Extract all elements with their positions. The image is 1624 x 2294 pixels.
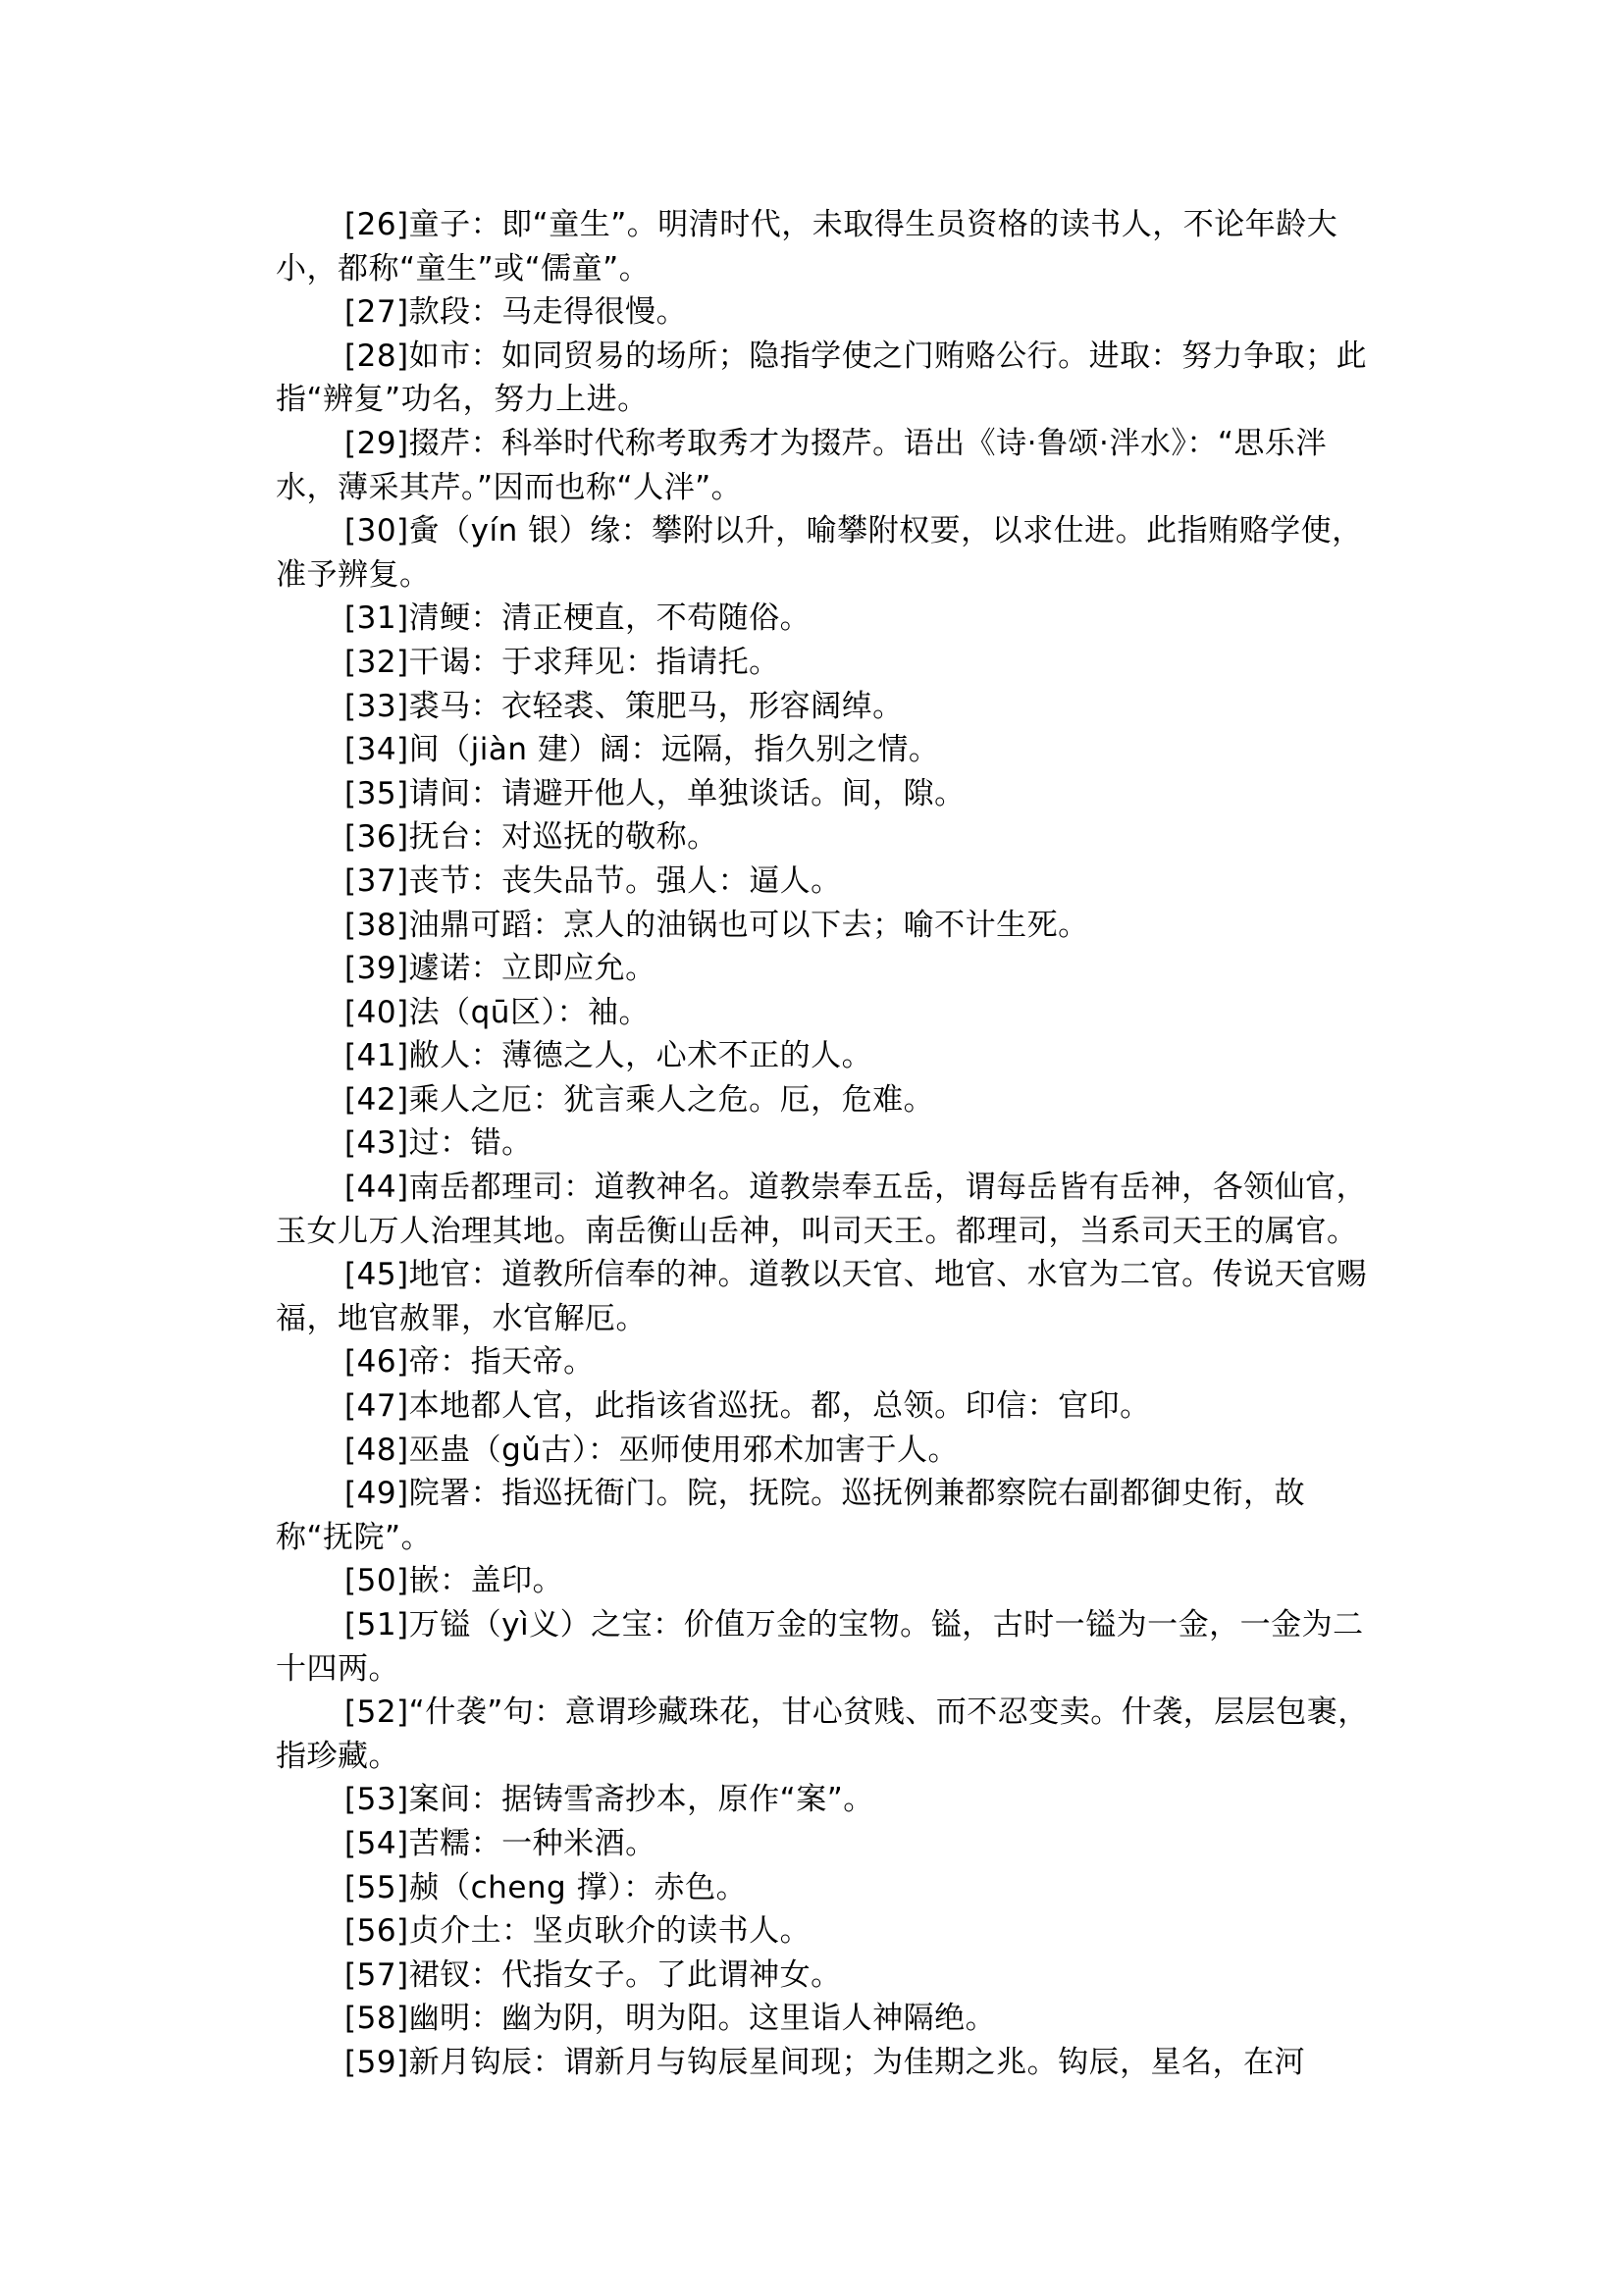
annotation-32: [32]干谒：于求拜见：指请托。 [344, 644, 780, 680]
annotation-30: [30]夤（yín 银）缘：攀附以升，喻攀附权要，以求仕进。此指贿赂学使，准予辨复。 [276, 513, 1363, 593]
annotation-55: [55]赪（cheng 撑）：赤色。 [344, 1869, 748, 1905]
annotation-28: [28]如市：如同贸易的场所；隐指学使之门贿赂公行。进取：努力争取；此指“辨复”功名，努力上进。 [276, 338, 1368, 418]
annotation-43: [43]过：错。 [344, 1125, 533, 1162]
annotation-36: [36]抚台：对巡抚的敬称。 [344, 819, 718, 856]
annotation-44: [44]南岳都理司：道教神名。道教崇奉五岳，谓每岳皆有岳神，各领仙官，玉女儿万人治理其地。南岳衡山岳神，叫司天王。都理司，当系司天王的属官。 [276, 1170, 1368, 1249]
annotation-41: [41]敝人：薄德之人，心术不正的人。 [344, 1038, 873, 1074]
annotation-51: [51]万镒（yì义）之宝：价值万金的宝物。镒，古时一镒为一金，一金为二十四两。 [276, 1607, 1364, 1687]
annotation-26: [26]童子：即“童生”。明清时代，未取得生员资格的读书人，不论年龄大小，都称“童生”或“儒童”。 [276, 207, 1338, 287]
annotation-56: [56]贞介土：坚贞耿介的读书人。 [344, 1913, 812, 1950]
annotation-list [276, 203, 1370, 2085]
annotation-53: [53]案间：据铸雪斋抄本，原作“案”。 [344, 1782, 874, 1818]
annotation-31: [31]清鲠：清正梗直，不苟随俗。 [344, 600, 812, 637]
annotation-37: [37]丧节：丧失品节。强人：逼人。 [344, 862, 842, 899]
annotation-49: [49]院署：指巡抚衙门。院，抚院。巡抚例兼都察院右副都御史衔，故称“抚院”。 [276, 1476, 1306, 1555]
annotation-34: [34]间（jiàn 建）阔：远隔，指久别之情。 [344, 732, 940, 768]
annotation-35: [35]请间：请避开他人，单独谈话。间，隙。 [344, 775, 966, 811]
annotation-54: [54]苦糯：一种米酒。 [344, 1825, 656, 1861]
annotation-47: [47]本地都人官，此指该省巡抚。都，总领。印信：官印。 [344, 1388, 1151, 1425]
annotation-57: [57]裙钗：代指女子。了此谓神女。 [344, 1956, 842, 1993]
annotation-39: [39]遽诺：立即应允。 [344, 951, 656, 987]
annotation-42: [42]乘人之厄：犹言乘人之危。厄，危难。 [344, 1081, 935, 1118]
annotation-27: [27]款段：马走得很慢。 [344, 294, 688, 331]
annotation-29: [29]掇芹：科举时代称考取秀才为掇芹。语出《诗·鲁颂·泮水》：“思乐泮水，薄采其芹。”因而也称“人泮”。 [276, 425, 1327, 505]
annotation-40: [40]法（qū区）：袖。 [344, 994, 650, 1030]
annotation-33: [33]裘马：衣轻裘、策肥马，形容阔绰。 [344, 688, 904, 724]
annotation-52: [52]“什袭”句：意谓珍藏珠花，甘心贫贱、而不忍变卖。什袭，层层包裹，指珍藏。 [276, 1694, 1369, 1774]
annotation-58: [58]幽明：幽为阴，明为阳。这里诣人神隔绝。 [344, 2001, 997, 2037]
annotation-46: [46]帝：指天帝。 [344, 1344, 595, 1381]
annotation-48: [48]巫蛊（gǔ古）：巫师使用邪术加害于人。 [344, 1432, 959, 1468]
annotation-50: [50]嵌：盖印。 [344, 1563, 564, 1599]
annotation-59: [59]新月钩辰：谓新月与钩辰星间现；为佳期之兆。钩辰，星名，在河 [344, 2044, 1306, 2080]
annotation-45: [45]地官：道教所信奉的神。道教以天官、地官、水官为二官。传说天官赐福，地官赦罪，水官解厄。 [276, 1257, 1368, 1336]
annotation-38: [38]油鼎可蹈：烹人的油锅也可以下去；喻不计生死。 [344, 907, 1089, 943]
